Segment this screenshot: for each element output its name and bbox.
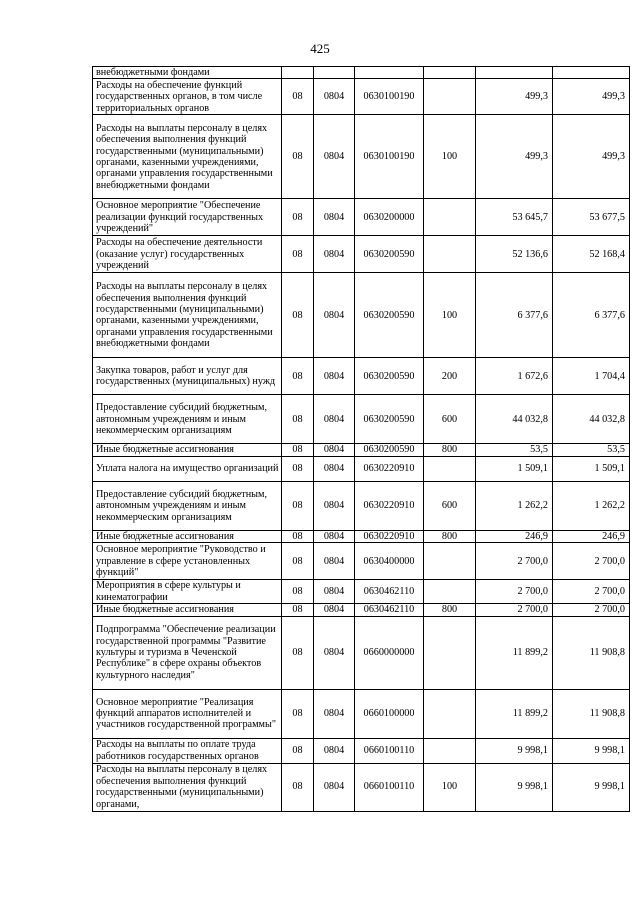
row-name-cell: Расходы на выплаты по оплате труда работников государственных органов: [93, 738, 282, 763]
amount-year1-cell: 499,3: [476, 115, 553, 199]
row-name-cell: Закупка товаров, работ и услуг для государственных (муниципальных) нужд: [93, 358, 282, 395]
amount-year1-cell: 11 899,2: [476, 689, 553, 738]
amount-year1-cell: 9 998,1: [476, 738, 553, 763]
target-article-cell: 0630200590: [355, 444, 424, 456]
table-row: [93, 604, 630, 616]
subsection-code-cell: 0804: [314, 580, 355, 604]
amount-year2-cell: 52 168,4: [553, 236, 630, 273]
target-article-cell: 0630462110: [355, 604, 424, 616]
table-row: [93, 79, 630, 115]
section-code-cell: 08: [282, 456, 314, 481]
amount-year1-cell: 1 672,6: [476, 358, 553, 395]
section-code-cell: 08: [282, 604, 314, 616]
row-name-cell: Мероприятия в сфере культуры и кинематографии: [93, 580, 282, 604]
subsection-code-cell: 0804: [314, 199, 355, 236]
row-name-cell: Расходы на выплаты персоналу в целях обеспечения выполнения функций государственными (муниципальными) органами, казенными учреждениями, органами управления государственными внебюджетными фондами: [93, 115, 282, 199]
expense-type-cell: 600: [424, 481, 476, 530]
section-code-cell: 08: [282, 580, 314, 604]
amount-year2-cell: 44 032,8: [553, 395, 630, 444]
subsection-code-cell: 0804: [314, 763, 355, 811]
target-article-cell: 0630220910: [355, 481, 424, 530]
section-code-cell: 08: [282, 236, 314, 273]
section-code-cell: 08: [282, 444, 314, 456]
expense-type-cell: 800: [424, 530, 476, 542]
row-name-cell: Иные бюджетные ассигнования: [93, 444, 282, 456]
amount-year1-cell: 1 509,1: [476, 456, 553, 481]
subsection-code-cell: 0804: [314, 444, 355, 456]
section-code-cell: 08: [282, 763, 314, 811]
table-row: [93, 115, 630, 199]
amount-year2-cell: 1 509,1: [553, 456, 630, 481]
expense-type-cell: 600: [424, 395, 476, 444]
amount-year2-cell: 499,3: [553, 79, 630, 115]
target-article-cell: 0630200590: [355, 236, 424, 273]
expense-type-cell: [424, 199, 476, 236]
amount-year1-cell: 246,9: [476, 530, 553, 542]
subsection-code-cell: 0804: [314, 604, 355, 616]
subsection-code-cell: 0804: [314, 273, 355, 358]
row-name-cell: Иные бюджетные ассигнования: [93, 530, 282, 542]
subsection-code-cell: 0804: [314, 358, 355, 395]
subsection-code-cell: [314, 67, 355, 79]
subsection-code-cell: 0804: [314, 395, 355, 444]
expense-type-cell: [424, 580, 476, 604]
amount-year1-cell: 53,5: [476, 444, 553, 456]
expense-type-cell: [424, 738, 476, 763]
table-body: [93, 67, 630, 812]
amount-year1-cell: 2 700,0: [476, 580, 553, 604]
amount-year1-cell: 11 899,2: [476, 616, 553, 689]
amount-year1-cell: [476, 67, 553, 79]
table-row: [93, 763, 630, 811]
amount-year1-cell: 53 645,7: [476, 199, 553, 236]
table-row: [93, 444, 630, 456]
row-name-cell: Предоставление субсидий бюджетным, автономным учреждениям и иным некоммерческим организациям: [93, 481, 282, 530]
section-code-cell: 08: [282, 395, 314, 444]
amount-year2-cell: 2 700,0: [553, 543, 630, 580]
target-article-cell: 0630220910: [355, 530, 424, 542]
row-name-cell: Основное мероприятие "Обеспечение реализации функций государственных учреждений": [93, 199, 282, 236]
subsection-code-cell: 0804: [314, 115, 355, 199]
row-name-cell: Уплата налога на имущество организаций: [93, 456, 282, 481]
subsection-code-cell: 0804: [314, 456, 355, 481]
table-row: [93, 395, 630, 444]
section-code-cell: 08: [282, 481, 314, 530]
subsection-code-cell: 0804: [314, 236, 355, 273]
amount-year1-cell: 9 998,1: [476, 763, 553, 811]
row-name-cell: Основное мероприятие "Руководство и управление в сфере установленных функций": [93, 543, 282, 580]
target-article-cell: 0660000000: [355, 616, 424, 689]
row-name-cell: внебюджетными фондами: [93, 67, 282, 79]
table-row: [93, 456, 630, 481]
section-code-cell: 08: [282, 543, 314, 580]
target-article-cell: 0660100110: [355, 763, 424, 811]
expense-type-cell: [424, 543, 476, 580]
target-article-cell: 0630200590: [355, 273, 424, 358]
subsection-code-cell: 0804: [314, 738, 355, 763]
section-code-cell: 08: [282, 79, 314, 115]
page-number: 425: [310, 41, 330, 56]
target-article-cell: 0630400000: [355, 543, 424, 580]
expense-type-cell: 100: [424, 763, 476, 811]
target-article-cell: 0630100190: [355, 79, 424, 115]
target-article-cell: 0660100110: [355, 738, 424, 763]
amount-year2-cell: 11 908,8: [553, 616, 630, 689]
amount-year2-cell: 6 377,6: [553, 273, 630, 358]
amount-year1-cell: 44 032,8: [476, 395, 553, 444]
table-row: [93, 67, 630, 79]
table-row: [93, 616, 630, 689]
amount-year2-cell: 9 998,1: [553, 738, 630, 763]
expense-type-cell: 200: [424, 358, 476, 395]
amount-year2-cell: 2 700,0: [553, 604, 630, 616]
amount-year2-cell: 1 704,4: [553, 358, 630, 395]
subsection-code-cell: 0804: [314, 79, 355, 115]
expense-type-cell: [424, 456, 476, 481]
section-code-cell: 08: [282, 530, 314, 542]
amount-year1-cell: 2 700,0: [476, 543, 553, 580]
target-article-cell: 0630200000: [355, 199, 424, 236]
amount-year2-cell: 11 908,8: [553, 689, 630, 738]
subsection-code-cell: 0804: [314, 689, 355, 738]
section-code-cell: 08: [282, 616, 314, 689]
row-name-cell: Расходы на выплаты персоналу в целях обеспечения выполнения функций государственными (муниципальными) органами,: [93, 763, 282, 811]
table-row: [93, 273, 630, 358]
amount-year2-cell: [553, 67, 630, 79]
row-name-cell: Расходы на обеспечение функций государственных органов, в том числе территориальных органов: [93, 79, 282, 115]
amount-year2-cell: 53,5: [553, 444, 630, 456]
target-article-cell: 0660100000: [355, 689, 424, 738]
table-row: [93, 543, 630, 580]
budget-table: [92, 66, 630, 812]
subsection-code-cell: 0804: [314, 530, 355, 542]
section-code-cell: 08: [282, 199, 314, 236]
amount-year2-cell: 9 998,1: [553, 763, 630, 811]
amount-year1-cell: 499,3: [476, 79, 553, 115]
table-row: [93, 481, 630, 530]
section-code-cell: 08: [282, 273, 314, 358]
table-row: [93, 199, 630, 236]
row-name-cell: Расходы на выплаты персоналу в целях обеспечения выполнения функций государственными (муниципальными) органами, казенными учреждениями, органами управления государственными внебюджетными фондами: [93, 273, 282, 358]
amount-year1-cell: 52 136,6: [476, 236, 553, 273]
section-code-cell: 08: [282, 358, 314, 395]
row-name-cell: Расходы на обеспечение деятельности (оказание услуг) государственных учреждений: [93, 236, 282, 273]
amount-year2-cell: 246,9: [553, 530, 630, 542]
target-article-cell: 0630200590: [355, 395, 424, 444]
table-row: [93, 358, 630, 395]
expense-type-cell: [424, 616, 476, 689]
expense-type-cell: [424, 67, 476, 79]
amount-year2-cell: 53 677,5: [553, 199, 630, 236]
expense-type-cell: 800: [424, 444, 476, 456]
amount-year1-cell: 2 700,0: [476, 604, 553, 616]
amount-year2-cell: 1 262,2: [553, 481, 630, 530]
table-row: [93, 738, 630, 763]
amount-year1-cell: 1 262,2: [476, 481, 553, 530]
section-code-cell: 08: [282, 738, 314, 763]
target-article-cell: 0630200590: [355, 358, 424, 395]
amount-year1-cell: 6 377,6: [476, 273, 553, 358]
amount-year2-cell: 499,3: [553, 115, 630, 199]
row-name-cell: Основное мероприятие "Реализация функций аппаратов исполнителей и участников государственной программы": [93, 689, 282, 738]
expense-type-cell: 800: [424, 604, 476, 616]
target-article-cell: 0630100190: [355, 115, 424, 199]
target-article-cell: [355, 67, 424, 79]
target-article-cell: 0630220910: [355, 456, 424, 481]
section-code-cell: 08: [282, 689, 314, 738]
section-code-cell: [282, 67, 314, 79]
expense-type-cell: 100: [424, 273, 476, 358]
target-article-cell: 0630462110: [355, 580, 424, 604]
subsection-code-cell: 0804: [314, 481, 355, 530]
table-row: [93, 580, 630, 604]
expense-type-cell: [424, 236, 476, 273]
section-code-cell: 08: [282, 115, 314, 199]
expense-type-cell: [424, 79, 476, 115]
amount-year2-cell: 2 700,0: [553, 580, 630, 604]
subsection-code-cell: 0804: [314, 616, 355, 689]
subsection-code-cell: 0804: [314, 543, 355, 580]
row-name-cell: Подпрограмма "Обеспечение реализации государственной программы "Развитие культуры и туризма в Чеченской Республике" в сфере охраны объектов культурного наследия": [93, 616, 282, 689]
table-row: [93, 689, 630, 738]
table-row: [93, 530, 630, 542]
row-name-cell: Иные бюджетные ассигнования: [93, 604, 282, 616]
row-name-cell: Предоставление субсидий бюджетным, автономным учреждениям и иным некоммерческим организациям: [93, 395, 282, 444]
expense-type-cell: [424, 689, 476, 738]
expense-type-cell: 100: [424, 115, 476, 199]
table-row: [93, 236, 630, 273]
